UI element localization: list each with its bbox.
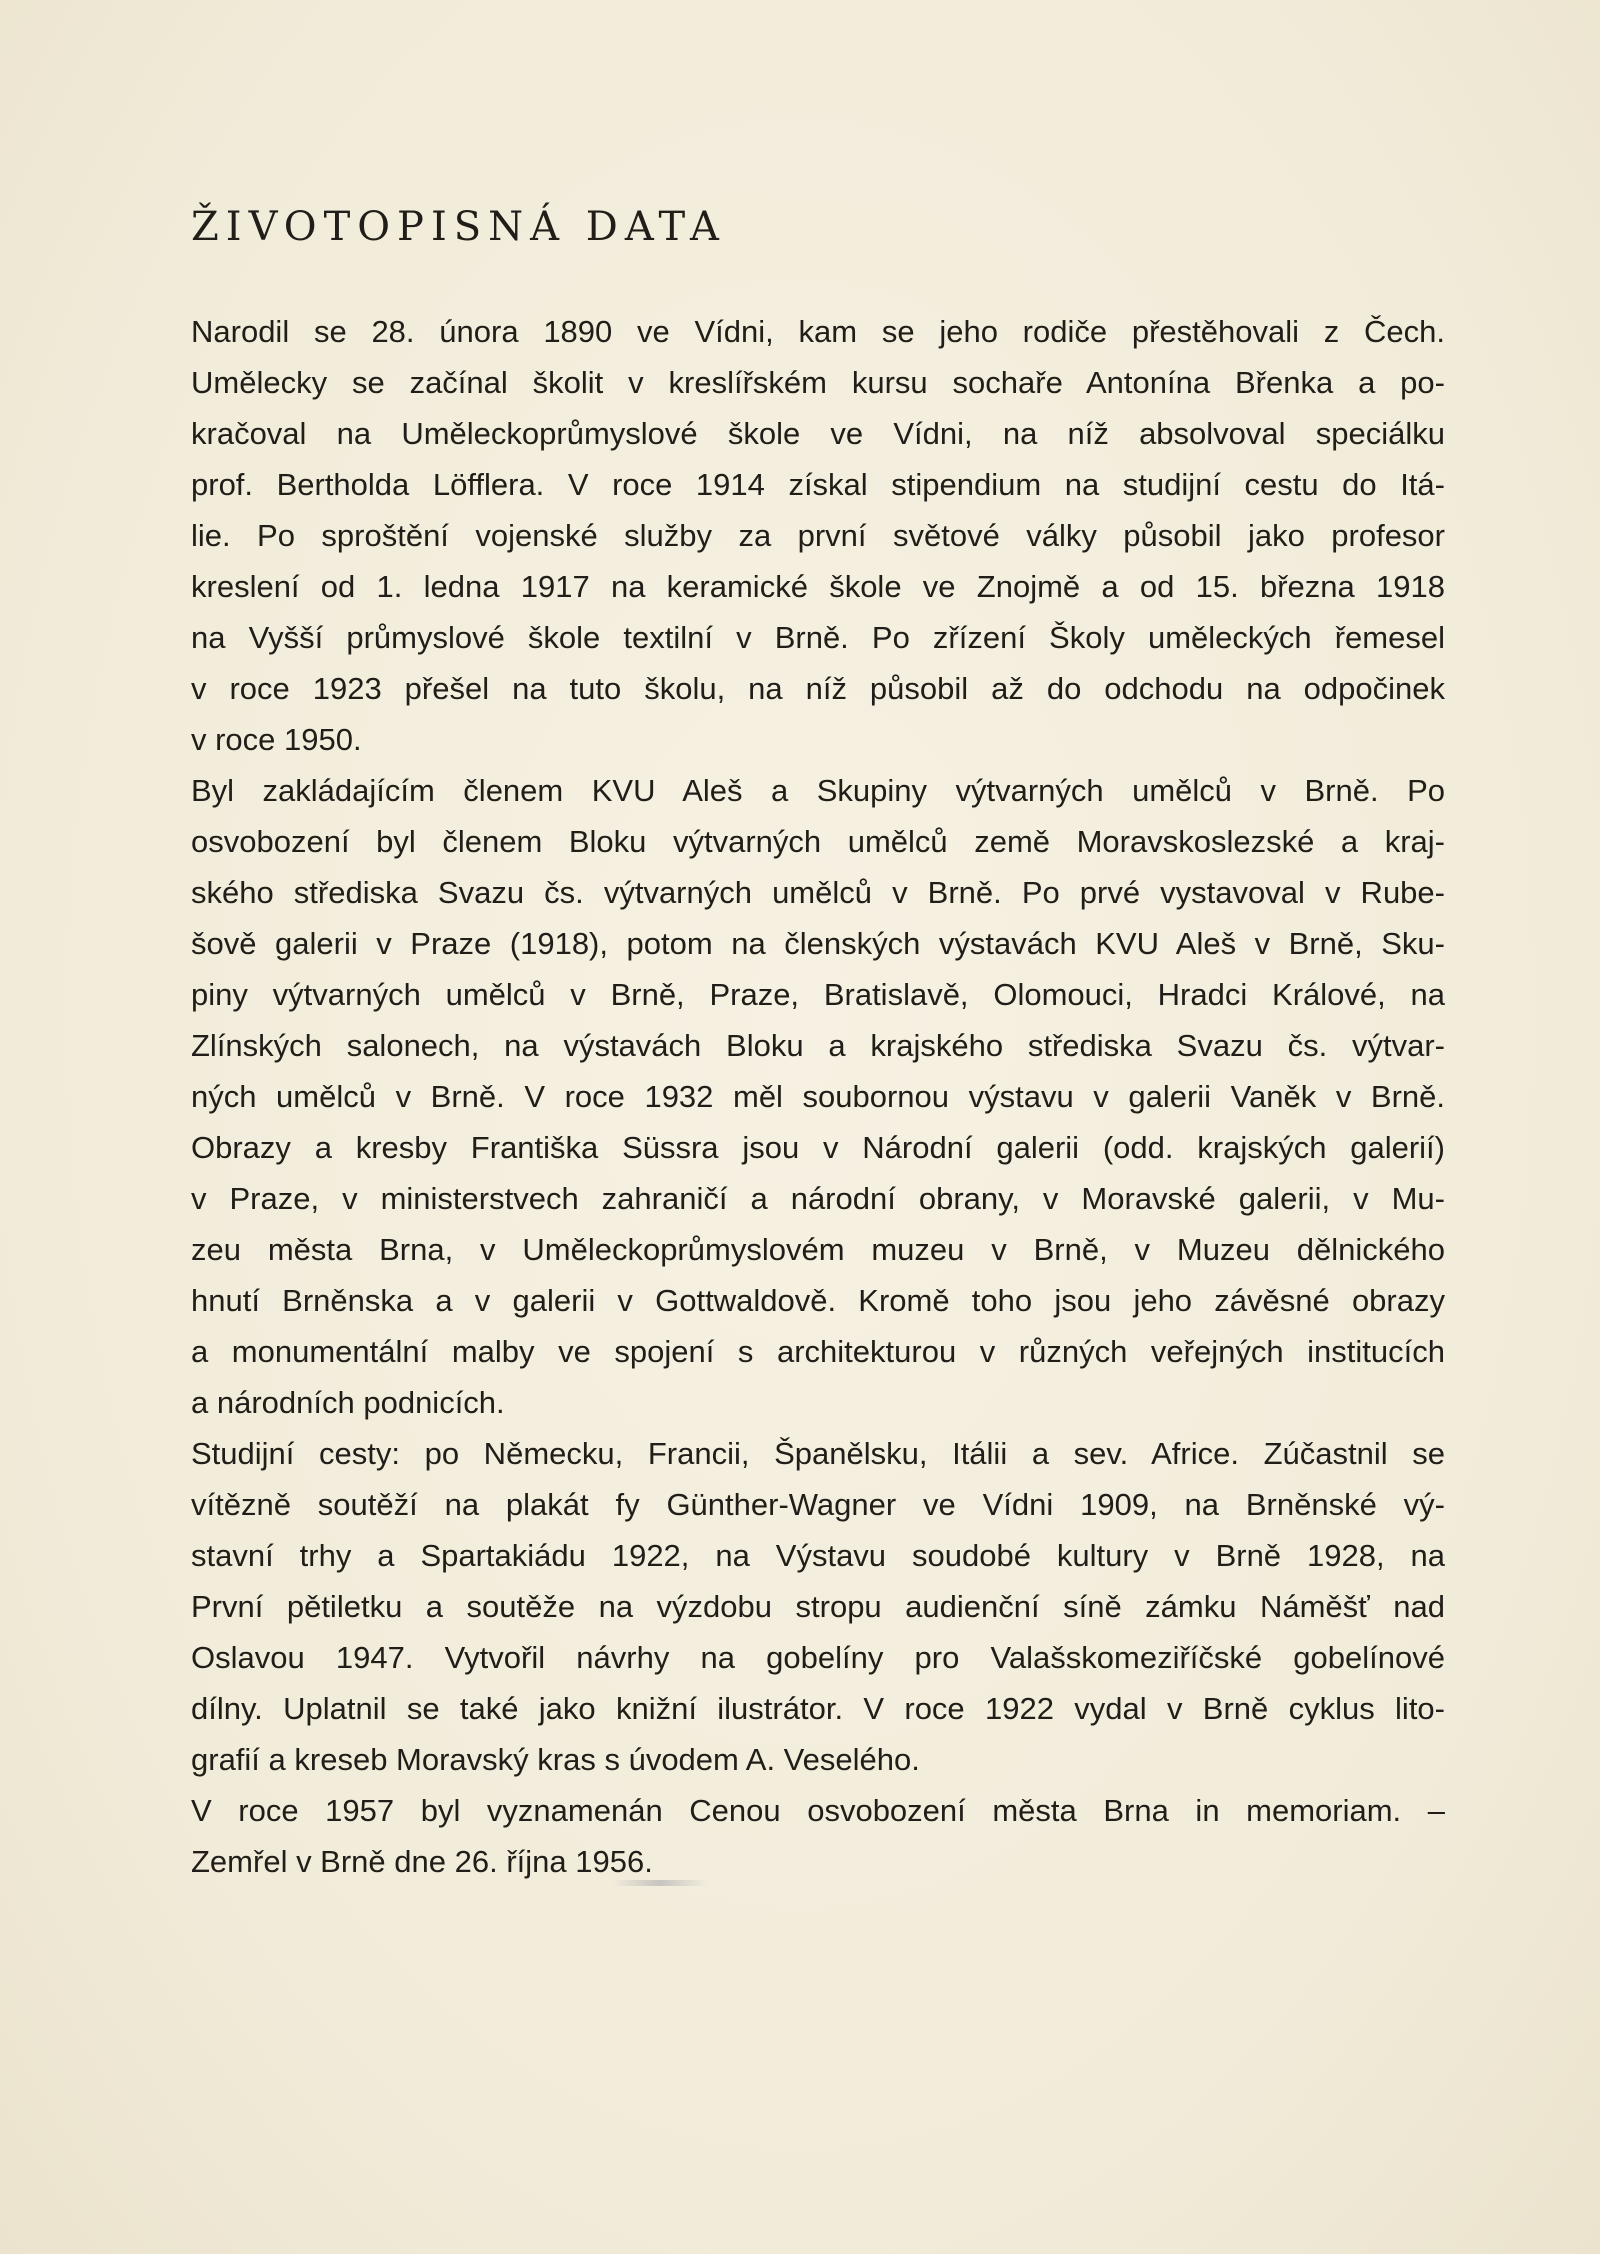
text-line: ského střediska Svazu čs. výtvarných umělců v Brně. Po prvé vystavoval v Rube- xyxy=(191,875,1445,910)
text-line: grafií a kreseb Moravský kras s úvodem A. Veselého. xyxy=(191,1742,920,1777)
text-line: v roce 1950. xyxy=(191,722,362,757)
text-line: vítězně soutěží na plakát fy Günther-Wagner ve Vídni 1909, na Brněnské vý- xyxy=(191,1487,1445,1522)
text-line: Narodil se 28. února 1890 ve Vídni, kam se jeho rodiče přestěhovali z Čech. xyxy=(191,314,1445,349)
paragraph xyxy=(191,765,1445,1428)
text-line: a národních podnicích. xyxy=(191,1385,505,1420)
text-line: na Vyšší průmyslové škole textilní v Brně. Po zřízení Školy uměleckých řemesel xyxy=(191,620,1445,655)
text-line: Byl zakládajícím členem KVU Aleš a Skupiny výtvarných umělců v Brně. Po xyxy=(191,773,1445,808)
text-line: Studijní cesty: po Německu, Francii, Španělsku, Itálii a sev. Africe. Zúčastnil se xyxy=(191,1436,1445,1471)
text-line: Obrazy a kresby Františka Süssra jsou v Národní galerii (odd. krajských galerií) xyxy=(191,1130,1445,1165)
text-line: První pětiletku a soutěže na výzdobu stropu audienční síně zámku Náměšť nad xyxy=(191,1589,1445,1624)
text-line: V roce 1957 byl vyznamenán Cenou osvobození města Brna in memoriam. – xyxy=(191,1793,1445,1828)
text-line: v roce 1923 přešel na tuto školu, na níž působil až do odchodu na odpočinek xyxy=(191,671,1445,706)
text-line: stavní trhy a Spartakiádu 1922, na Výstavu soudobé kultury v Brně 1928, na xyxy=(191,1538,1445,1573)
text-line: dílny. Uplatnil se také jako knižní ilustrátor. V roce 1922 vydal v Brně cyklus lito- xyxy=(191,1691,1445,1726)
text-line: kreslení od 1. ledna 1917 na keramické škole ve Znojmě a od 15. března 1918 xyxy=(191,569,1445,604)
text-line: zeu města Brna, v Uměleckoprůmyslovém muzeu v Brně, v Muzeu dělnického xyxy=(191,1232,1445,1267)
text-line: hnutí Brněnska a v galerii v Gottwaldově. Kromě toho jsou jeho závěsné obrazy xyxy=(191,1283,1445,1318)
biography-text xyxy=(191,306,1445,1887)
text-line: osvobození byl členem Bloku výtvarných umělců země Moravskoslezské a kraj- xyxy=(191,824,1445,859)
ink-smudge xyxy=(612,1880,707,1886)
text-line: prof. Bertholda Löfflera. V roce 1914 získal stipendium na studijní cestu do Itá- xyxy=(191,467,1445,502)
text-line: a monumentální malby ve spojení s architekturou v různých veřejných institucích xyxy=(191,1334,1445,1369)
paragraph xyxy=(191,1785,1445,1887)
text-line: kračoval na Uměleckoprůmyslové škole ve Vídni, na níž absolvoval speciálku xyxy=(191,416,1445,451)
text-line: lie. Po sproštění vojenské služby za první světové války působil jako profesor xyxy=(191,518,1445,553)
page-title: ŽIVOTOPISNÁ DATA xyxy=(191,204,726,250)
text-line: Umělecky se začínal školit v kreslířském kursu sochaře Antonína Břenka a po- xyxy=(191,365,1445,400)
text-line: v Praze, v ministerstvech zahraničí a národní obrany, v Moravské galerii, v Mu- xyxy=(191,1181,1445,1216)
paragraph xyxy=(191,1428,1445,1785)
text-line: Zemřel v Brně dne 26. října 1956. xyxy=(191,1844,653,1879)
paragraph xyxy=(191,306,1445,765)
text-line: piny výtvarných umělců v Brně, Praze, Bratislavě, Olomouci, Hradci Králové, na xyxy=(191,977,1445,1012)
text-line: šově galerii v Praze (1918), potom na členských výstavách KVU Aleš v Brně, Sku- xyxy=(191,926,1445,961)
text-line: ných umělců v Brně. V roce 1932 měl soubornou výstavu v galerii Vaněk v Brně. xyxy=(191,1079,1445,1114)
text-line: Oslavou 1947. Vytvořil návrhy na gobelíny pro Valašskomeziříčské gobelínové xyxy=(191,1640,1445,1675)
text-line: Zlínských salonech, na výstavách Bloku a krajského střediska Svazu čs. výtvar- xyxy=(191,1028,1445,1063)
